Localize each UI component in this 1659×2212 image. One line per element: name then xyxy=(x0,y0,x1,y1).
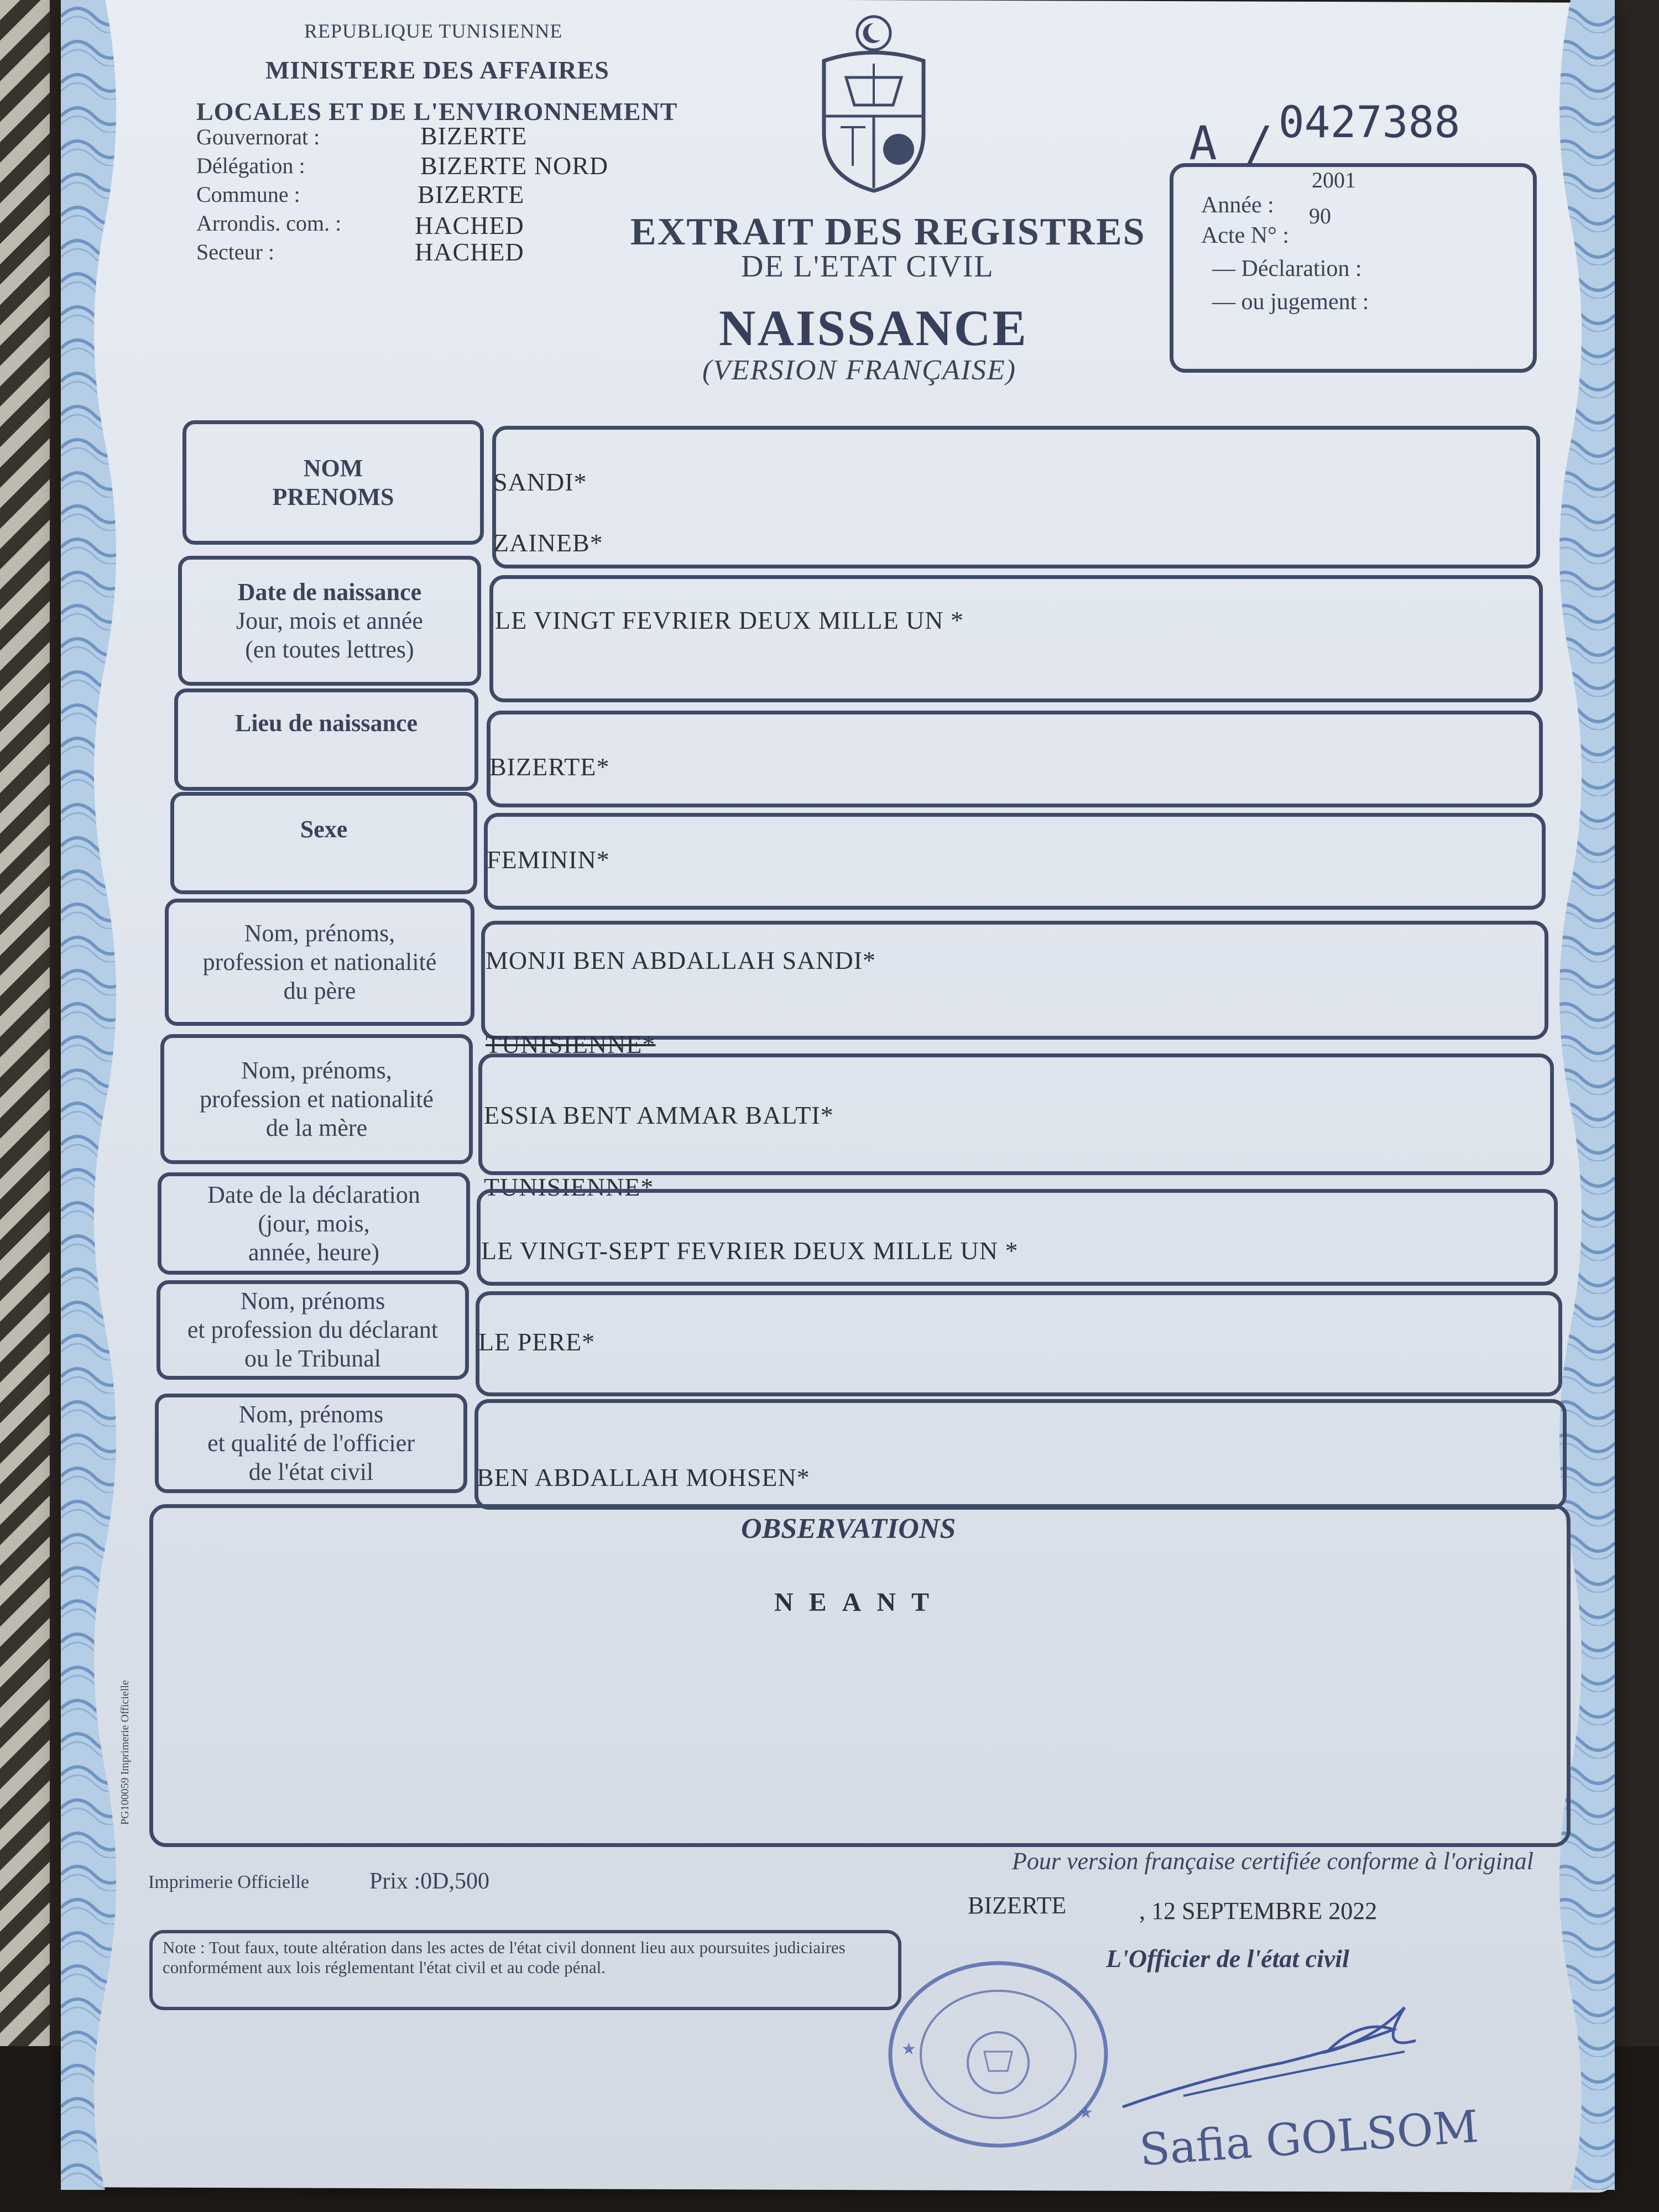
label-pere-line2: profession et nationalité xyxy=(202,948,437,975)
label-pere xyxy=(165,899,474,1026)
serial-prefix: A / xyxy=(1189,116,1273,170)
certification-text: Pour version française certifiée conforme à l'original xyxy=(1012,1848,1534,1875)
document-type: NAISSANCE xyxy=(719,300,1028,356)
label-declarant xyxy=(156,1280,469,1380)
admin-value: BIZERTE xyxy=(418,180,525,208)
annee-label: Année : xyxy=(1201,192,1274,218)
admin-label: Arrondis. com. : xyxy=(196,211,342,236)
svg-text:★: ★ xyxy=(901,2040,916,2058)
issue-place: BIZERTE xyxy=(968,1892,1067,1919)
ministry-line2: LOCALES ET DE L'ENVIRONNEMENT xyxy=(196,97,678,126)
signatory-name: Safia GOLSOM xyxy=(1138,2100,1480,2176)
label-mere-line2: profession et nationalité xyxy=(200,1085,434,1113)
label-sexe-text: Sexe xyxy=(300,815,348,843)
label-prenoms: PRENOMS xyxy=(272,483,394,510)
label-decl-line3: année, heure) xyxy=(248,1238,379,1266)
fabric-background xyxy=(0,0,50,2212)
document-subtitle: DE L'ETAT CIVIL xyxy=(741,249,994,284)
prix-label: Prix :0D,500 xyxy=(369,1869,490,1894)
field-box-declarant xyxy=(476,1291,1562,1396)
value-mere-nationalite: TUNISIENNE* xyxy=(484,1173,654,1201)
officer-signature xyxy=(1117,1996,1427,2118)
field-box-dob xyxy=(489,575,1543,702)
label-mere-line1: Nom, prénoms, xyxy=(241,1056,392,1084)
value-lieu-naissance: BIZERTE* xyxy=(489,753,610,781)
admin-label: Secteur : xyxy=(196,239,275,264)
label-lieu-naissance xyxy=(174,688,478,791)
value-officier-etat-civil: BEN ABDALLAH MOHSEN* xyxy=(477,1463,810,1491)
observations-title: OBSERVATIONS xyxy=(741,1513,956,1545)
label-officier-line3: de l'état civil xyxy=(248,1458,374,1485)
document-title: EXTRAIT DES REGISTRES xyxy=(630,211,1146,253)
label-declarant-line3: ou le Tribunal xyxy=(244,1345,381,1372)
svg-text:★: ★ xyxy=(1078,2104,1093,2122)
value-date-declaration: LE VINGT-SEPT FEVRIER DEUX MILLE UN * xyxy=(481,1237,1019,1265)
label-date-declaration xyxy=(158,1172,470,1275)
issue-date: , 12 SEPTEMBRE 2022 xyxy=(1139,1897,1378,1924)
declaration-label: — Déclaration : xyxy=(1212,256,1362,281)
label-decl-line2: (jour, mois, xyxy=(258,1209,370,1237)
legal-note: Note : Tout faux, toute altération dans les actes de l'état civil donnent lieu aux poursuites judiciaires conformément aux lois réglementant l'état civil et au code pénal. xyxy=(149,1930,901,2010)
field-box-sexe xyxy=(484,813,1546,910)
label-declarant-line1: Nom, prénoms xyxy=(240,1287,385,1314)
acte-number-value: 90 xyxy=(1309,204,1331,228)
value-pere-nom: MONJI BEN ABDALLAH SANDI* xyxy=(486,946,877,974)
value-nom: SANDI* xyxy=(493,468,587,496)
field-box-pere xyxy=(481,921,1548,1040)
admin-value: BIZERTE NORD xyxy=(420,152,609,180)
label-pere-line3: du père xyxy=(283,977,356,1004)
label-mere-line3: de la mère xyxy=(265,1114,368,1141)
value-pere-nationalite: TUNISIENNE* xyxy=(486,1030,656,1058)
admin-value: HACHED xyxy=(415,238,524,266)
version-label: (VERSION FRANÇAISE) xyxy=(702,354,1016,386)
observations-value: NEANT xyxy=(774,1588,945,1617)
annee-value: 2001 xyxy=(1312,168,1356,192)
acte-info-box xyxy=(1170,163,1537,373)
label-nom-prenoms xyxy=(182,420,484,545)
label-lieu: Lieu de naissance xyxy=(234,709,418,737)
serial-number xyxy=(1189,94,1460,170)
imprimerie-label: Imprimerie Officielle xyxy=(148,1872,310,1892)
republic-heading: REPUBLIQUE TUNISIENNE xyxy=(304,20,563,42)
value-date-naissance: LE VINGT FEVRIER DEUX MILLE UN * xyxy=(495,606,964,634)
acte-number-label: Acte N° : xyxy=(1201,223,1290,248)
admin-label: Gouvernorat : xyxy=(196,124,320,149)
label-dob-line1: Date de naissance xyxy=(237,578,422,606)
serial-digits: 0427388 xyxy=(1278,98,1460,148)
label-officier-etat-civil xyxy=(155,1394,467,1493)
label-officier-line2: et qualité de l'officier xyxy=(207,1430,415,1457)
right-guilloche-border xyxy=(1548,0,1615,2190)
admin-label: Commune : xyxy=(196,182,300,207)
admin-value: HACHED xyxy=(415,211,524,239)
observations-box xyxy=(149,1504,1571,1847)
field-box-lieu xyxy=(487,711,1543,807)
label-dob-line2: Jour, mois et année xyxy=(236,607,423,634)
admin-label: Délégation : xyxy=(196,153,305,178)
value-declarant: LE PERE* xyxy=(478,1328,596,1356)
admin-value: BIZERTE xyxy=(420,122,528,150)
label-decl-line1: Date de la déclaration xyxy=(207,1181,420,1208)
value-mere-nom: ESSIA BENT AMMAR BALTI* xyxy=(484,1101,834,1129)
label-nom: NOM xyxy=(303,454,363,482)
value-sexe: FEMININ* xyxy=(487,846,610,874)
label-officier-line1: Nom, prénoms xyxy=(238,1401,384,1428)
ministry-line1: MINISTERE DES AFFAIRES xyxy=(265,56,609,84)
value-prenom: ZAINEB* xyxy=(493,529,603,557)
left-guilloche-border xyxy=(61,0,127,2190)
label-mere xyxy=(160,1034,473,1164)
label-declarant-line2: et profession du déclarant xyxy=(187,1316,439,1343)
label-date-naissance xyxy=(178,556,481,686)
coat-of-arms-emblem xyxy=(813,11,935,194)
label-sexe xyxy=(170,792,477,894)
official-stamp-seal xyxy=(879,1952,1117,2157)
field-box-nom xyxy=(492,426,1540,568)
label-dob-line3: (en toutes lettres) xyxy=(245,635,414,663)
label-pere-line1: Nom, prénoms, xyxy=(244,920,395,947)
officer-title: L'Officier de l'état civil xyxy=(1106,1944,1349,1973)
field-box-officier xyxy=(474,1399,1567,1510)
print-code: PG100059 Imprimerie Officielle xyxy=(119,1680,131,1825)
jugement-label: — ou jugement : xyxy=(1212,289,1369,315)
